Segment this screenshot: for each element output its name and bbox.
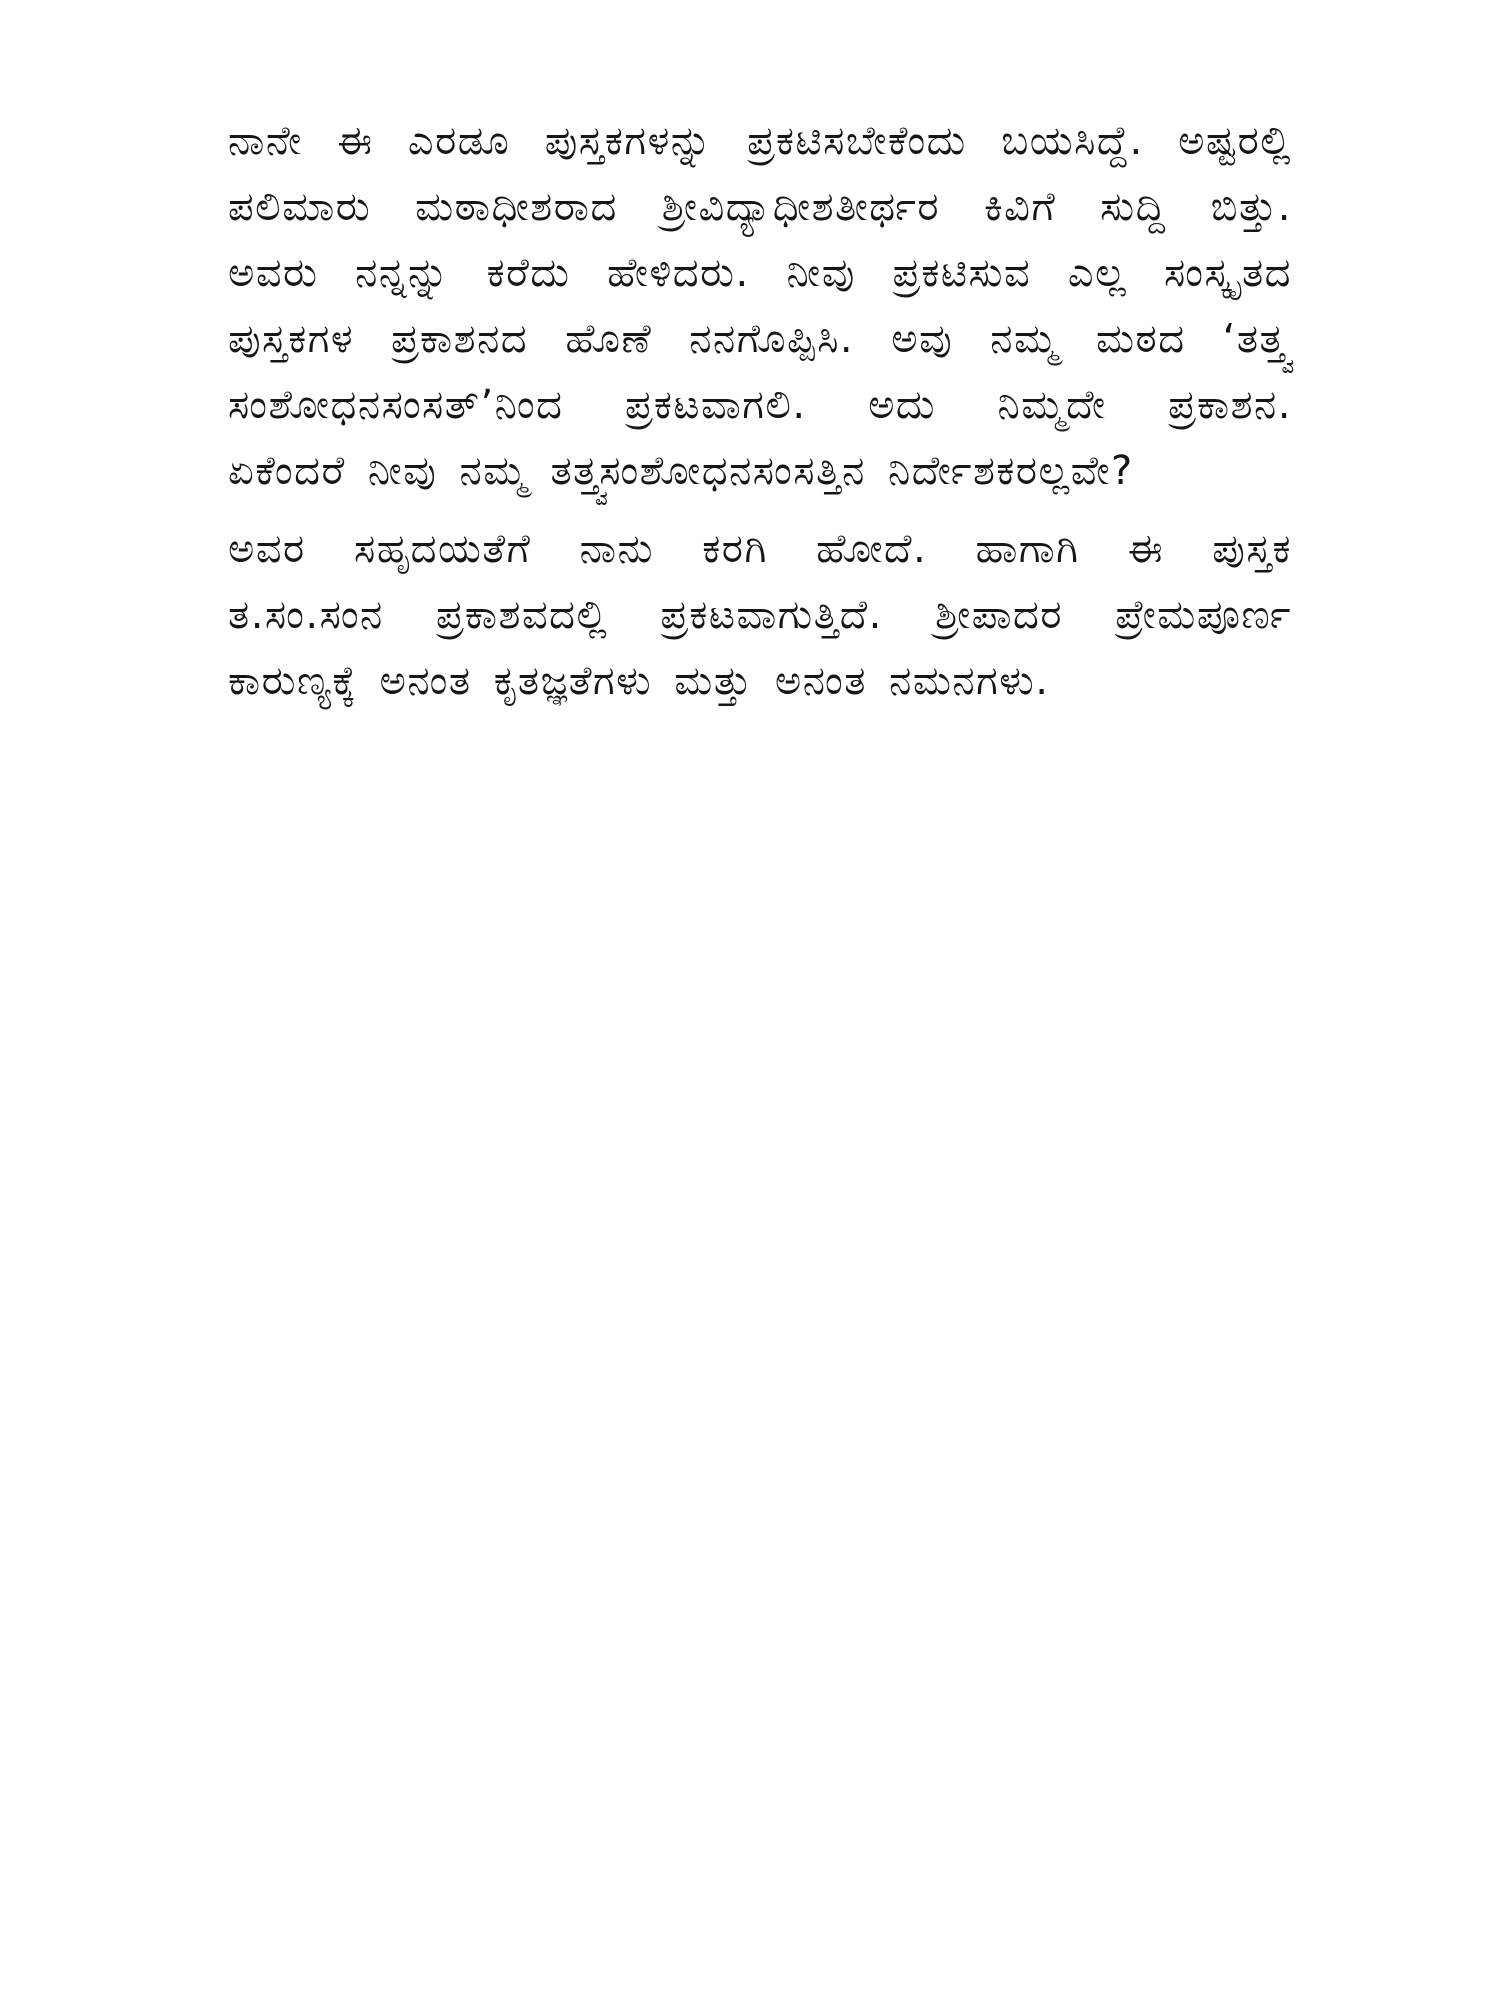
body-text <box>228 108 1292 714</box>
paragraph-1-line-2: ಪಲಿಮಾರು ಮಠಾಧೀಶರಾದ ಶ್ರೀವಿದ್ಯಾಧೀಶತೀರ್ಥರ ಕಿವಿಗೆ ಸುದ್ದಿ ಬಿತ್ತು. <box>228 184 1292 230</box>
paragraph-2 <box>228 516 1292 714</box>
paragraph-2-line-3: ಕಾರುಣ್ಯಕ್ಕೆ ಅನಂತ ಕೃತಜ್ಞತೆಗಳು ಮತ್ತು ಅನಂತ ನಮನಗಳು. <box>228 658 1050 704</box>
paragraph-1 <box>228 108 1292 504</box>
paragraph-1-line-3: ಅವರು ನನ್ನನ್ನು ಕರೆದು ಹೇಳಿದರು. ನೀವು ಪ್ರಕಟಿಸುವ ಎಲ್ಲ ಸಂಸ್ಕೃತದ <box>228 250 1292 296</box>
paragraph-1-line-5: ಸಂಶೋಧನಸಂಸತ್’ನಿಂದ ಪ್ರಕಟವಾಗಲಿ. ಅದು ನಿಮ್ಮದೇ ಪ್ರಕಾಶನ. <box>228 382 1292 428</box>
paragraph-1-line-6: ಏಕೆಂದರೆ ನೀವು ನಮ್ಮ ತತ್ತ್ವಸಂಶೋಧನಸಂಸತ್ತಿನ ನಿರ್ದೇಶಕರಲ್ಲವೇ? <box>228 448 1134 494</box>
paragraph-2-line-2: ತ.ಸಂ.ಸಂನ ಪ್ರಕಾಶವದಲ್ಲಿ ಪ್ರಕಟವಾಗುತ್ತಿದೆ. ಶ್ರೀಪಾದರ ಪ್ರೇಮಪೂರ್ಣ <box>228 592 1292 638</box>
paragraph-2-line-1: ಅವರ ಸಹೃದಯತೆಗೆ ನಾನು ಕರಗಿ ಹೋದೆ. ಹಾಗಾಗಿ ಈ ಪುಸ್ತಕ <box>228 526 1292 572</box>
paragraph-1-line-4: ಪುಸ್ತಕಗಳ ಪ್ರಕಾಶನದ ಹೊಣೆ ನನಗೊಪ್ಪಿಸಿ. ಅವು ನಮ್ಮ ಮಠದ ‘ತತ್ತ್ವ <box>228 316 1292 362</box>
paragraph-1-line-1: ನಾನೇ ಈ ಎರಡೂ ಪುಸ್ತಕಗಳನ್ನು ಪ್ರಕಟಿಸಬೇಕೆಂದು ಬಯಸಿದ್ದೆ. ಅಷ್ಟರಲ್ಲಿ <box>228 118 1292 164</box>
